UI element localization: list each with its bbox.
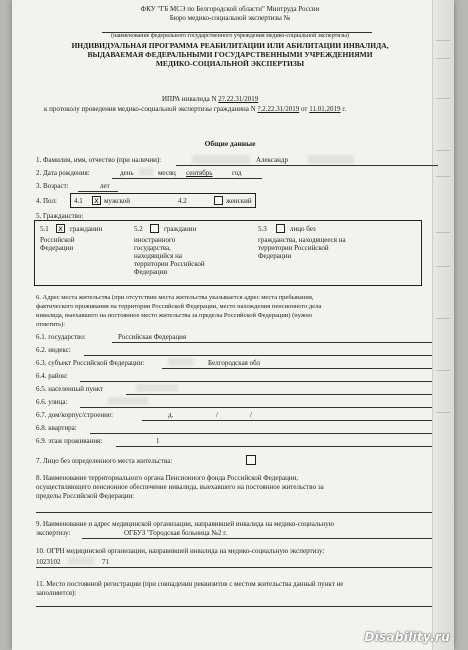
- field-8-label-1: 8. Наименование территориального органа Пенсионного фонда Российской Федерации,: [36, 474, 299, 482]
- field-3-unit: лет: [100, 182, 110, 190]
- field-7-checkbox[interactable]: [246, 455, 256, 465]
- field-1-value: Александр: [256, 156, 288, 164]
- field-3-label: 3. Возраст:: [36, 182, 69, 190]
- protocol-suffix: г.: [342, 105, 347, 113]
- field-6-7-sep-1: /: [216, 411, 218, 419]
- field-6-label-3: инвалида, выехавшего на постоянное место жительства за пределы Российской Федерации) (нужно: [36, 312, 313, 319]
- field-6-6-label: 6.6. улица:: [36, 398, 68, 406]
- field-6-9-value: 1: [156, 437, 160, 445]
- gender-female-label: женский: [226, 197, 252, 205]
- field-2-year: год: [232, 169, 242, 177]
- field-11-label-2: заполняется):: [36, 589, 77, 597]
- field-10-value-1: 1023102: [36, 558, 61, 566]
- citizenship-3-desc-1: гражданства, находящееся на: [258, 236, 346, 244]
- citizenship-2-label: гражданин: [164, 225, 197, 233]
- field-6-label-1: 6. Адрес места жительства (при отсутствии места жительства указывается адрес места пребывания,: [36, 294, 314, 301]
- citizenship-2-desc-3: находящийся на: [134, 252, 182, 260]
- doc-title-line-2: ВЫДАВАЕМАЯ ФЕДЕРАЛЬНЫМИ ГОСУДАРСТВЕННЫМИ УЧРЕЖДЕНИЯМИ: [87, 50, 373, 59]
- field-11-label-1: 11. Место постоянной регистрации (при совпадении реквизитов с местом жительства данный пункт не: [36, 580, 344, 588]
- field-6-2-label: 6.2. индекс:: [36, 346, 71, 354]
- field-9-value: ОГБУЗ "Городская больница №2 г.: [124, 529, 228, 537]
- field-6-9-label: 6.9. этаж проживания:: [36, 437, 103, 445]
- field-6-label-4: отметить):: [36, 321, 66, 328]
- field-10-label: 10. ОГРН медицинской организации, направившей инвалида на медико-социальную экспертизу:: [36, 547, 325, 555]
- ipra-line: [162, 95, 258, 103]
- watermark-logo: Disability.ru: [364, 630, 450, 644]
- field-6-7-label: 6.7. дом/корпус/строение:: [36, 411, 113, 419]
- field-6-1-value: Российская Федерация: [118, 333, 187, 341]
- citizenship-3-desc-3: Федерации: [258, 252, 292, 260]
- citizenship-2-desc-1: иностранного: [134, 236, 176, 244]
- field-5-label: 5. Гражданство:: [36, 212, 84, 220]
- citizenship-2-checkbox[interactable]: [150, 224, 159, 233]
- citizenship-2-num: 5.2: [134, 225, 143, 233]
- field-8-label-3: пределы Российской Федерации:: [36, 492, 135, 500]
- org-line: ФКУ "ГБ МСЭ по Белгородской области" Минтруда России: [140, 5, 320, 13]
- field-10-value-2: 71: [102, 558, 109, 566]
- page-edge-backside: [432, 0, 454, 650]
- field-6-8-label: 6.8. квартира:: [36, 424, 77, 432]
- doc-title-line-1: ИНДИВИДУАЛЬНАЯ ПРОГРАММА РЕАБИЛИТАЦИИ ИЛИ АБИЛИТАЦИИ ИНВАЛИДА,: [71, 41, 389, 50]
- document-page: [12, 0, 454, 650]
- ipra-label: ИПРА инвалида N: [162, 95, 217, 103]
- field-6-1-label: 6.1. государство:: [36, 333, 86, 341]
- field-6-3-label: 6.3. субъект Российской Федерации:: [36, 359, 145, 367]
- citizenship-3-num: 5.3: [258, 225, 267, 233]
- field-9-label-2: экспертизу:: [36, 529, 71, 537]
- citizenship-1-desc-1: Российской: [40, 236, 75, 244]
- field-4-label: 4. Пол:: [36, 197, 57, 205]
- field-2-day: день: [120, 169, 134, 177]
- gender-male-checkbox[interactable]: x: [92, 196, 101, 205]
- field-6-3-value: Белгородская обл: [208, 359, 261, 367]
- field-6-7-value: д.: [168, 411, 174, 419]
- bureau-line: Бюро медико-социальной экспертизы №: [169, 14, 291, 22]
- citizenship-3-label: лицо без: [290, 225, 316, 233]
- gender-male-label: мужской: [104, 197, 130, 205]
- citizenship-2-desc-4: территории Российской: [134, 260, 205, 268]
- org-caption: (наименование федерального государственного учреждения медико-социальной экспертизы): [111, 33, 349, 39]
- field-6-4-label: 6.4. район:: [36, 372, 68, 380]
- gender-female-num: 4.2: [178, 197, 187, 205]
- protocol-date: 11.01.2019: [309, 105, 341, 113]
- field-6-7-sep-2: /: [250, 411, 252, 419]
- gender-male-num: 4.1: [74, 197, 83, 205]
- field-2-month-value: сентябрь: [186, 169, 213, 177]
- field-1-label: 1. Фамилия, имя, отчество (при наличии):: [36, 156, 162, 164]
- citizenship-2-desc-2: государства,: [134, 244, 171, 252]
- citizenship-1-label: гражданин: [70, 225, 103, 233]
- field-9-label-1: 9. Наименование и адрес медицинской организации, направившей инвалида на медико-социальную: [36, 520, 335, 528]
- protocol-number: ?.2.22.31/2019: [257, 105, 300, 113]
- citizenship-2-desc-5: Федерации: [134, 268, 168, 276]
- citizenship-3-checkbox[interactable]: [276, 224, 285, 233]
- protocol-prefix: к протоколу проведения медико-социальной экспертизы гражданина N: [44, 105, 256, 113]
- field-2-label: 2. Дата рождения:: [36, 169, 90, 177]
- gender-female-checkbox[interactable]: [214, 196, 223, 205]
- citizenship-3-desc-2: территории Российской: [258, 244, 329, 252]
- field-2-month-label: месяц: [158, 169, 176, 177]
- field-6-5-label: 6.5. населенный пункт: [36, 385, 104, 393]
- citizenship-1-desc-2: Федерации: [40, 244, 74, 252]
- doc-title-line-3: МЕДИКО-СОЦИАЛЬНОЙ ЭКСПЕРТИЗЫ: [155, 59, 305, 68]
- section-title-general: Общие данные: [204, 139, 256, 148]
- field-7-label: 7. Лицо без определенного места жительства:: [36, 457, 173, 465]
- field-8-label-2: осуществляющего пенсионное обеспечение инвалида, выехавшего на постоянное жительство за: [36, 483, 324, 491]
- field-6-label-2: фактического проживания на территории Российской Федерации, место нахождения пенсионного дела: [36, 303, 322, 310]
- citizenship-1-checkbox[interactable]: x: [56, 224, 65, 233]
- citizenship-1-num: 5.1: [40, 225, 49, 233]
- protocol-from: от: [301, 105, 308, 113]
- ipra-number: 2?.22.31/2019: [218, 95, 259, 103]
- protocol-line: [44, 105, 346, 113]
